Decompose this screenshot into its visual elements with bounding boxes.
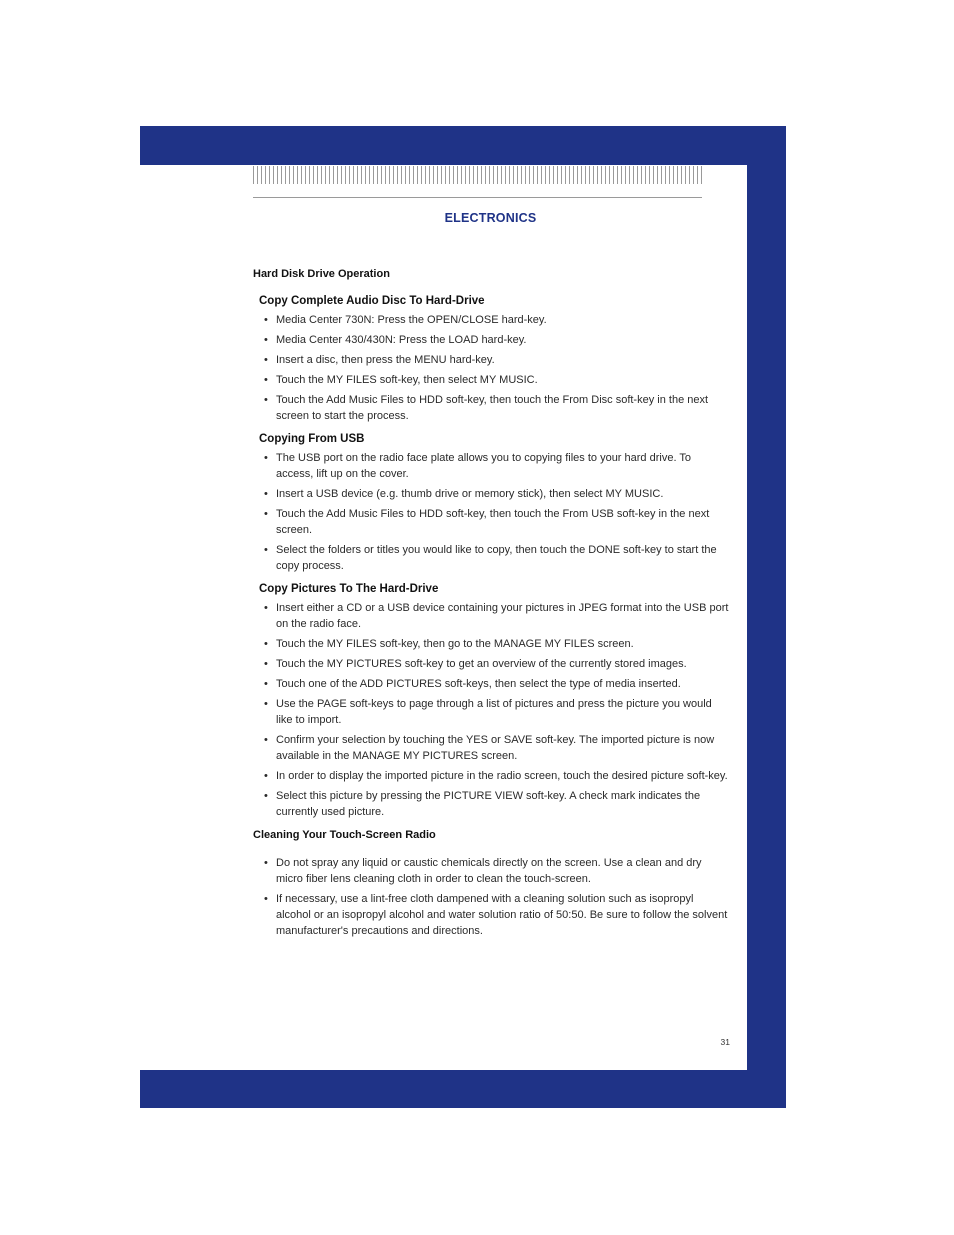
list-cleaning: [253, 855, 729, 939]
list-item: • Media Center 730N: Press the OPEN/CLOSE hard-key.: [253, 312, 729, 328]
list-item: • Use the PAGE soft-keys to page through a list of pictures and press the picture you would like to import.: [253, 696, 729, 728]
list-item: • If necessary, use a lint-free cloth dampened with a cleaning solution such as isopropyl alcohol or an isopropyl alcohol and water solution ratio of 50:50. Be sure to follow the solvent manufacturer's precautions and directions.: [253, 891, 729, 939]
list-item: • Do not spray any liquid or caustic chemicals directly on the screen. Use a clean and dry micro fiber lens cleaning cloth in order to clean the touch-screen.: [253, 855, 729, 887]
list-item: • The USB port on the radio face plate allows you to copying files to your hard drive. To access, lift up on the cover.: [253, 450, 729, 482]
subheading-copy-pictures: Copy Pictures To The Hard-Drive: [259, 583, 439, 595]
list-item: • Media Center 430/430N: Press the LOAD hard-key.: [253, 332, 729, 348]
header-rule: [253, 197, 702, 198]
list-item: • Touch the MY PICTURES soft-key to get an overview of the currently stored images.: [253, 656, 729, 672]
list-item: • Touch one of the ADD PICTURES soft-keys, then select the type of media inserted.: [253, 676, 729, 692]
list-copy-audio-disc: [253, 312, 729, 424]
list-item: • Touch the Add Music Files to HDD soft-key, then touch the From Disc soft-key in the next screen to start the process.: [253, 392, 729, 424]
list-item: • Touch the MY FILES soft-key, then select MY MUSIC.: [253, 372, 729, 388]
list-item: • Insert a disc, then press the MENU hard-key.: [253, 352, 729, 368]
list-item: • Touch the Add Music Files to HDD soft-key, then touch the From USB soft-key in the next screen.: [253, 506, 729, 538]
heading-hdd-operation: Hard Disk Drive Operation: [253, 268, 390, 280]
list-item: • Touch the MY FILES soft-key, then go to the MANAGE MY FILES screen.: [253, 636, 729, 652]
heading-cleaning-touch-screen: Cleaning Your Touch-Screen Radio: [253, 829, 436, 841]
page-content: [253, 268, 729, 943]
list-item: • Select this picture by pressing the PICTURE VIEW soft-key. A check mark indicates the currently used picture.: [253, 788, 729, 820]
list-item: • Insert a USB device (e.g. thumb drive or memory stick), then select MY MUSIC.: [253, 486, 729, 502]
section-title: ELECTRONICS: [444, 211, 537, 225]
list-item: • Insert either a CD or a USB device containing your pictures in JPEG format into the USB port on the radio face.: [253, 600, 729, 632]
list-item: • In order to display the imported picture in the radio screen, touch the desired picture soft-key.: [253, 768, 729, 784]
header-tick-strip: [253, 166, 703, 184]
subheading-copying-from-usb: Copying From USB: [259, 433, 365, 445]
subheading-copy-audio-disc: Copy Complete Audio Disc To Hard-Drive: [259, 295, 485, 307]
list-copy-pictures: [253, 600, 729, 820]
list-item: • Confirm your selection by touching the YES or SAVE soft-key. The imported picture is now available in the MANAGE MY PICTURES screen.: [253, 732, 729, 764]
list-item: • Select the folders or titles you would like to copy, then touch the DONE soft-key to start the copy process.: [253, 542, 729, 574]
page-number: 31: [720, 1037, 730, 1047]
list-copying-from-usb: [253, 450, 729, 574]
